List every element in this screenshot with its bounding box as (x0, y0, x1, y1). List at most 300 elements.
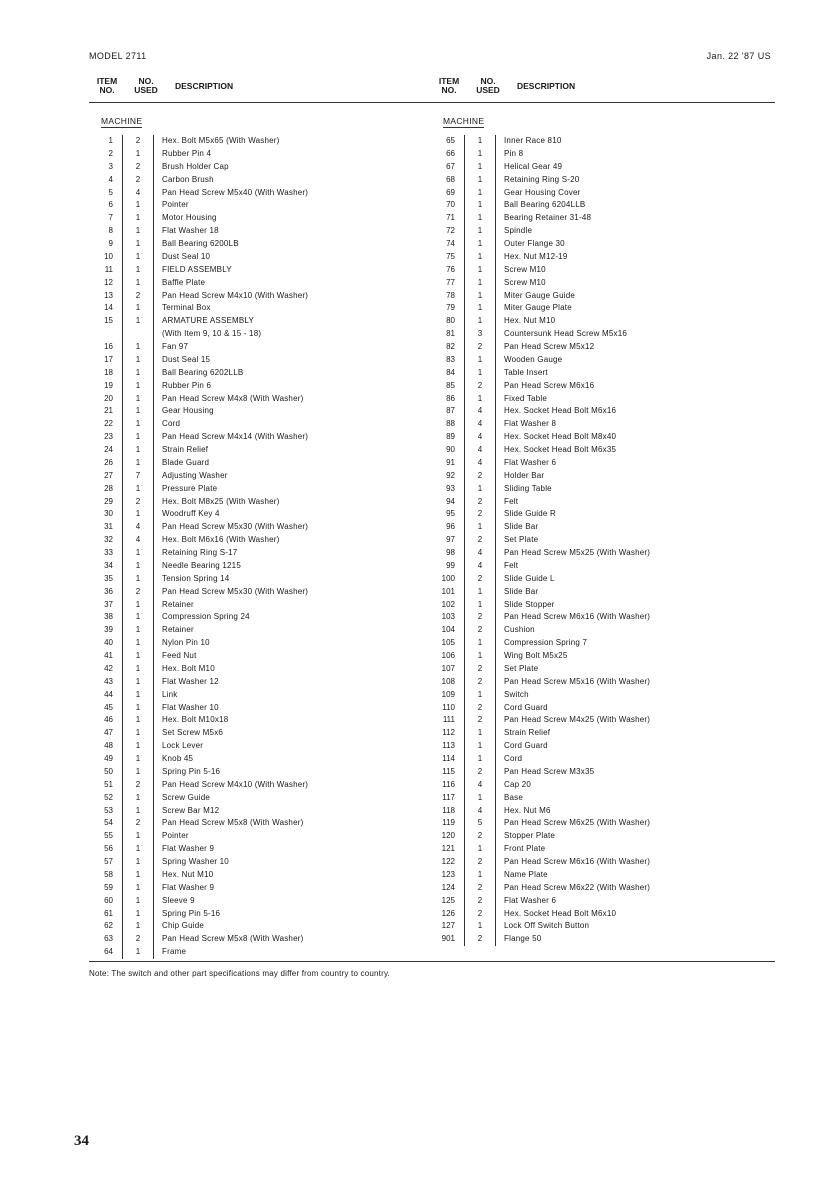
table-row (431, 212, 650, 225)
item-number: 63 (104, 934, 113, 944)
quantity-used: 1 (465, 238, 496, 251)
part-description: Strain Relief (162, 445, 209, 454)
quantity-used: 1 (465, 393, 496, 406)
quantity-used: 4 (465, 457, 496, 470)
quantity-used: 2 (465, 508, 496, 521)
part-description: Strain Relief (504, 728, 551, 738)
item-number: 53 (104, 805, 113, 815)
table-row (431, 496, 650, 509)
table-row (89, 856, 308, 869)
part-description: Miter Gauge Guide (504, 290, 575, 300)
item-number: 98 (446, 548, 455, 557)
table-row (89, 624, 308, 637)
part-description: Flat Washer 12 (162, 676, 219, 686)
item-number: 108 (441, 676, 455, 686)
part-description: FIELD ASSEMBLY (162, 264, 232, 274)
table-row (89, 830, 308, 843)
table-row (431, 521, 650, 534)
table-row (89, 199, 308, 212)
quantity-used: 4 (465, 560, 496, 573)
part-description: Lock Off Switch Button (504, 921, 590, 931)
quantity-used: 1 (123, 895, 154, 908)
part-description: Screw Bar M12 (162, 805, 220, 815)
quantity-used: 4 (465, 431, 496, 444)
part-description: Slide Guide R (504, 509, 556, 519)
item-number: 34 (104, 560, 113, 570)
item-number: 19 (104, 380, 113, 390)
quantity-used: 2 (465, 702, 496, 715)
table-row (89, 650, 308, 663)
part-description: Flat Washer 18 (162, 226, 219, 236)
item-number: 28 (104, 483, 113, 493)
quantity-used: 2 (123, 586, 154, 599)
quantity-used: 1 (123, 560, 154, 573)
model-label: MODEL 2711 (89, 51, 147, 61)
item-number: 35 (104, 573, 113, 583)
table-row (89, 779, 308, 792)
table-row (89, 740, 308, 753)
item-number: 85 (446, 380, 455, 390)
item-number: 100 (441, 573, 455, 583)
item-number: 62 (104, 921, 113, 931)
part-description: Gear Housing Cover (504, 187, 581, 197)
item-number: 97 (446, 535, 455, 545)
part-description: Spring Washer 10 (162, 857, 229, 866)
quantity-used: 2 (465, 933, 496, 946)
part-description: Hex. Bolt M10 (162, 663, 215, 673)
table-row (89, 792, 308, 805)
part-description: Table Insert (504, 367, 548, 377)
item-number: 48 (104, 741, 113, 751)
part-description: Holder Bar (504, 470, 545, 480)
part-description: Hex. Socket Head Bolt M6x16 (504, 406, 617, 416)
quantity-used: 1 (465, 148, 496, 161)
part-description: Fixed Table (504, 393, 547, 403)
part-description: Terminal Box (162, 303, 211, 313)
item-number: 29 (104, 496, 113, 506)
part-description: Pan Head Screw M5x16 (With Washer) (504, 676, 651, 686)
quantity-used: 1 (465, 586, 496, 599)
quantity-used: 1 (465, 599, 496, 612)
header-item-no-right: ITEM NO. (438, 76, 460, 95)
item-number: 114 (442, 754, 455, 763)
table-row (431, 908, 650, 921)
part-description: ARMATURE ASSEMBLY (162, 316, 255, 326)
part-description: Pan Head Screw M6x16 (504, 380, 595, 390)
item-number: 87 (446, 406, 455, 416)
part-description: Brush Holder Cap (162, 161, 229, 171)
item-number: 6 (108, 200, 113, 210)
table-row (431, 187, 650, 200)
part-description: Slide Bar (504, 522, 539, 532)
header-rule (89, 102, 775, 103)
table-row (431, 277, 650, 290)
item-number: 80 (446, 316, 455, 326)
item-number: 5 (108, 187, 113, 197)
item-number: 82 (446, 342, 455, 351)
part-description: Slide Bar (504, 586, 539, 596)
quantity-used: 1 (123, 727, 154, 740)
quantity-used: 4 (123, 187, 154, 200)
table-row (89, 753, 308, 766)
table-row (431, 470, 650, 483)
part-description: Feed Nut (162, 651, 197, 660)
quantity-used: 1 (123, 238, 154, 251)
part-description: Motor Housing (162, 213, 217, 223)
part-description: Set Plate (504, 535, 539, 545)
table-row (431, 650, 650, 663)
part-description: Pan Head Screw M4x10 (With Washer) (162, 290, 309, 300)
quantity-used: 4 (465, 444, 496, 457)
quantity-used: 2 (465, 663, 496, 676)
item-number: 113 (442, 741, 455, 751)
item-number: 60 (104, 895, 113, 905)
quantity-used: 1 (123, 766, 154, 779)
part-description: (With Item 9, 10 & 15 - 18) (162, 329, 262, 339)
item-number: 18 (104, 367, 113, 377)
quantity-used: 1 (123, 830, 154, 843)
quantity-used: 1 (123, 393, 154, 406)
table-row (431, 444, 650, 457)
part-description: Slide Guide L (504, 573, 555, 583)
item-number: 86 (446, 393, 455, 403)
item-number: 123 (441, 869, 455, 879)
quantity-used: 1 (123, 277, 154, 290)
part-description: Pan Head Screw M4x10 (With Washer) (162, 779, 309, 789)
quantity-used: 1 (123, 341, 154, 354)
table-row (89, 573, 308, 586)
table-row (431, 676, 650, 689)
table-row (89, 367, 308, 380)
part-description: Cord Guard (504, 741, 548, 751)
table-row (431, 843, 650, 856)
table-row (89, 547, 308, 560)
item-number: 36 (104, 586, 113, 596)
quantity-used: 1 (123, 920, 154, 933)
quantity-used: 2 (123, 290, 154, 303)
table-row (89, 882, 308, 895)
quantity-used: 1 (123, 792, 154, 805)
quantity-used: 1 (123, 251, 154, 264)
quantity-used: 1 (123, 702, 154, 715)
part-description: Rubber Pin 4 (162, 148, 212, 158)
part-description: Ball Bearing 6204LLB (504, 200, 586, 210)
table-row (431, 560, 650, 573)
item-number: 22 (104, 419, 113, 429)
table-row (89, 586, 308, 599)
table-row (89, 354, 308, 367)
item-number: 3 (108, 161, 113, 171)
part-description: Name Plate (504, 869, 548, 879)
quantity-used: 1 (123, 405, 154, 418)
table-row (431, 341, 650, 354)
quantity-used: 1 (123, 315, 154, 328)
part-description: Pointer (162, 200, 189, 210)
part-description: Frame (162, 947, 187, 957)
table-row (89, 212, 308, 225)
quantity-used: 1 (123, 444, 154, 457)
part-description: Hex. Socket Head Bolt M6x10 (504, 908, 617, 918)
item-number: 12 (104, 277, 113, 287)
item-number: 59 (104, 882, 113, 892)
footnote: Note: The switch and other part specifications may differ from country to country. (89, 969, 390, 978)
quantity-used: 1 (465, 792, 496, 805)
part-description: Front Plate (504, 844, 546, 854)
quantity-used: 1 (465, 920, 496, 933)
table-row (89, 817, 308, 830)
quantity-used: 1 (465, 637, 496, 650)
part-description: Gear Housing (162, 406, 214, 416)
part-description: Helical Gear 49 (504, 161, 563, 171)
table-row (431, 393, 650, 406)
item-number: 16 (104, 342, 113, 351)
quantity-used: 3 (465, 328, 496, 341)
table-row (431, 148, 650, 161)
item-number: 110 (442, 702, 455, 712)
part-description: Wing Bolt M5x25 (504, 651, 568, 660)
table-row (431, 431, 650, 444)
table-row (89, 161, 308, 174)
item-number: 56 (104, 844, 113, 854)
quantity-used: 1 (465, 187, 496, 200)
quantity-used: 1 (465, 843, 496, 856)
part-description: Felt (504, 560, 519, 570)
quantity-used: 2 (465, 611, 496, 624)
part-description: Pan Head Screw M6x25 (With Washer) (504, 818, 651, 828)
quantity-used: 2 (465, 496, 496, 509)
table-row (89, 805, 308, 818)
item-number: 4 (108, 174, 113, 184)
part-description: Ball Bearing 6200LB (162, 239, 239, 248)
table-row (431, 830, 650, 843)
header-no-used-right: NO. USED (476, 76, 500, 95)
table-row (431, 611, 650, 624)
table-row (89, 727, 308, 740)
item-number: 17 (104, 354, 113, 364)
quantity-used: 1 (123, 946, 154, 959)
quantity-used: 1 (465, 367, 496, 380)
quantity-used: 1 (123, 663, 154, 676)
item-number: 95 (446, 509, 455, 519)
quantity-used: 1 (123, 354, 154, 367)
part-description: Hex. Bolt M5x65 (With Washer) (162, 136, 280, 145)
table-row (89, 611, 308, 624)
part-description: Adjusting Washer (162, 470, 228, 480)
item-number: 74 (446, 239, 455, 248)
item-number: 84 (446, 367, 455, 377)
table-row (431, 174, 650, 187)
table-row (431, 367, 650, 380)
quantity-used: 1 (123, 431, 154, 444)
part-description: Link (162, 689, 178, 699)
item-number: 51 (104, 779, 113, 789)
part-description: Nylon Pin 10 (162, 638, 210, 648)
part-description: Hex. Nut M12-19 (504, 251, 568, 261)
item-number: 57 (104, 857, 113, 866)
quantity-used: 1 (123, 689, 154, 702)
table-row (431, 740, 650, 753)
part-description: Retainer (162, 599, 194, 609)
quantity-used: 1 (123, 908, 154, 921)
parts-table-right (431, 135, 650, 946)
part-description: Pan Head Screw M5x25 (With Washer) (504, 548, 651, 557)
header-description-right: DESCRIPTION (517, 81, 576, 91)
quantity-used: 1 (465, 264, 496, 277)
quantity-used: 2 (465, 830, 496, 843)
item-number: 27 (104, 470, 113, 480)
quantity-used: 1 (123, 199, 154, 212)
part-description: Pointer (162, 831, 189, 841)
table-row (89, 174, 308, 187)
table-row (431, 637, 650, 650)
quantity-used: 2 (465, 766, 496, 779)
part-description: Pan Head Screw M5x30 (With Washer) (162, 522, 309, 532)
quantity-used: 2 (123, 779, 154, 792)
table-row (431, 238, 650, 251)
item-number: 42 (104, 663, 113, 673)
quantity-used: 1 (465, 302, 496, 315)
item-number: 104 (441, 625, 455, 635)
item-number: 88 (446, 419, 455, 429)
part-description: Flat Washer 6 (504, 457, 557, 467)
table-row (431, 586, 650, 599)
table-row (431, 483, 650, 496)
part-description: Hex. Socket Head Bolt M8x40 (504, 432, 617, 442)
part-description: Pan Head Screw M5x30 (With Washer) (162, 586, 309, 596)
item-number: 1 (108, 136, 113, 145)
part-description: Pan Head Screw M4x14 (With Washer) (162, 432, 309, 442)
table-row (89, 843, 308, 856)
item-number: 31 (104, 522, 113, 532)
item-number: 901 (441, 934, 455, 944)
item-number: 106 (441, 651, 455, 660)
table-row (89, 920, 308, 933)
table-row (431, 251, 650, 264)
table-row (89, 418, 308, 431)
table-row (431, 882, 650, 895)
part-description: Pan Head Screw M6x22 (With Washer) (504, 882, 651, 892)
quantity-used: 2 (123, 135, 154, 148)
part-description: Pan Head Screw M5x8 (With Washer) (162, 818, 304, 828)
item-number: 41 (104, 651, 113, 660)
table-row (431, 161, 650, 174)
part-description: Hex. Socket Head Bolt M6x35 (504, 445, 617, 454)
part-description: Screw Guide (162, 792, 210, 802)
part-description: Pressure Plate (162, 483, 218, 493)
quantity-used: 1 (465, 521, 496, 534)
quantity-used: 1 (123, 611, 154, 624)
item-number: 78 (446, 290, 455, 300)
header-no-used: NO. USED (134, 76, 158, 95)
item-number: 2 (108, 148, 113, 158)
quantity-used: 1 (123, 856, 154, 869)
quantity-used: 1 (465, 483, 496, 496)
quantity-used: 1 (123, 264, 154, 277)
table-row (89, 599, 308, 612)
item-number: 127 (441, 921, 455, 931)
item-number: 90 (446, 445, 455, 454)
part-description: Pan Head Screw M5x12 (504, 342, 595, 351)
quantity-used: 1 (123, 380, 154, 393)
quantity-used: 1 (123, 676, 154, 689)
part-description: Countersunk Head Screw M5x16 (504, 329, 627, 339)
part-description: Retainer (162, 625, 194, 635)
table-row (431, 856, 650, 869)
quantity-used: 4 (465, 547, 496, 560)
item-number: 58 (104, 869, 113, 879)
item-number: 45 (104, 702, 113, 712)
quantity-used: 1 (465, 135, 496, 148)
part-description: Pan Head Screw M5x40 (With Washer) (162, 187, 309, 197)
item-number: 61 (104, 908, 113, 918)
table-row (89, 508, 308, 521)
quantity-used: 1 (465, 727, 496, 740)
item-number: 43 (104, 676, 113, 686)
table-row (431, 895, 650, 908)
quantity-used: 2 (465, 573, 496, 586)
table-row (89, 457, 308, 470)
part-description: Chip Guide (162, 921, 205, 931)
part-description: Pan Head Screw M4x8 (With Washer) (162, 393, 304, 403)
table-row (431, 302, 650, 315)
table-row (89, 521, 308, 534)
item-number: 94 (446, 496, 455, 506)
quantity-used: 2 (465, 908, 496, 921)
quantity-used: 1 (465, 174, 496, 187)
table-row (89, 302, 308, 315)
item-number: 39 (104, 625, 113, 635)
item-number: 102 (441, 599, 455, 609)
item-number: 91 (446, 457, 455, 467)
item-number: 67 (446, 161, 455, 171)
part-description: Carbon Brush (162, 174, 214, 184)
item-number: 109 (441, 689, 455, 699)
quantity-used: 2 (465, 380, 496, 393)
quantity-used: 5 (465, 817, 496, 830)
item-number: 65 (446, 136, 455, 145)
table-row (89, 663, 308, 676)
part-description: Slide Stopper (504, 599, 555, 609)
table-row (431, 534, 650, 547)
part-description: Dust Seal 15 (162, 354, 211, 364)
quantity-used: 2 (123, 496, 154, 509)
quantity-used: 1 (123, 650, 154, 663)
part-description: Set Plate (504, 663, 539, 673)
table-row (431, 135, 650, 148)
item-number: 115 (442, 766, 455, 776)
part-description: Miter Gauge Plate (504, 303, 572, 313)
item-number: 126 (441, 908, 455, 918)
quantity-used: 1 (123, 843, 154, 856)
table-row (89, 148, 308, 161)
table-row (431, 779, 650, 792)
quantity-used: 4 (465, 779, 496, 792)
part-description: Blade Guard (162, 457, 210, 467)
table-row (89, 689, 308, 702)
parts-table-left (89, 135, 308, 959)
quantity-used: 2 (465, 895, 496, 908)
table-row (89, 895, 308, 908)
item-number: 93 (446, 483, 455, 493)
part-description: Inner Race 810 (504, 136, 562, 145)
table-row (89, 225, 308, 238)
table-row (89, 470, 308, 483)
part-description: Pan Head Screw M4x25 (With Washer) (504, 715, 651, 725)
item-number: 37 (104, 599, 113, 609)
table-row (431, 405, 650, 418)
quantity-used: 1 (465, 315, 496, 328)
item-number: 68 (446, 174, 455, 184)
